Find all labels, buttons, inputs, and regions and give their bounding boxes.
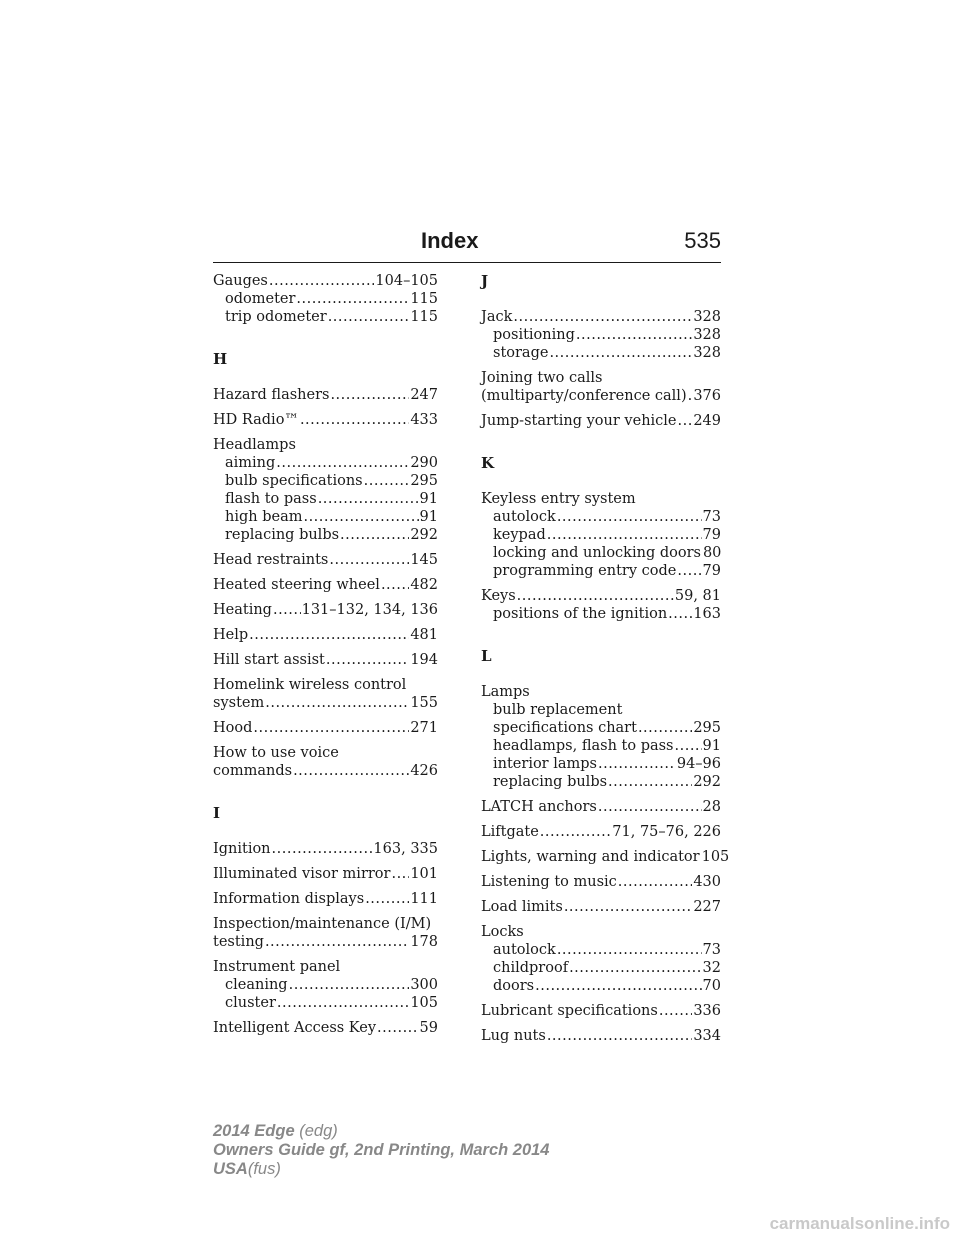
index-entry — [481, 683, 721, 791]
entry-text: flash to pass — [225, 491, 317, 507]
index-term — [213, 694, 438, 712]
index-entry — [213, 719, 438, 737]
index-entry — [213, 576, 438, 594]
page-reference: 178 — [410, 934, 438, 950]
page-reference: 163, 335 — [373, 841, 438, 857]
page-reference: 249 — [693, 413, 721, 429]
index-letter-heading: K — [481, 454, 495, 472]
entry-text: Lights, warning and indicator — [481, 849, 700, 865]
index-entry — [213, 601, 438, 619]
page-reference: 73 — [702, 509, 721, 525]
entry-text: Gauges — [213, 273, 268, 289]
index-subentry — [213, 994, 438, 1012]
footer-region-code: (fus) — [247, 1160, 281, 1178]
entry-text: (multiparty/conference call) — [481, 388, 687, 404]
entry-text: Ignition — [213, 841, 271, 857]
page-reference: 163 — [693, 606, 721, 622]
page-reference: 91 — [702, 738, 721, 754]
index-term — [481, 369, 721, 387]
dot-leader — [377, 1019, 419, 1037]
footer-region-line — [213, 1160, 550, 1179]
index-term — [481, 683, 721, 701]
index-term — [213, 762, 438, 780]
index-column-right — [481, 272, 730, 1052]
page-reference: 79 — [702, 563, 721, 579]
dot-leader — [328, 308, 410, 326]
entry-text: positions of the ignition — [493, 606, 668, 622]
entry-text: replacing bulbs — [493, 774, 608, 790]
dot-leader — [598, 755, 676, 773]
entry-text: doors — [493, 978, 535, 994]
index-term — [481, 387, 721, 405]
index-subentry — [213, 508, 438, 526]
index-entry — [213, 626, 438, 644]
index-term — [213, 958, 438, 976]
dot-leader — [300, 411, 409, 429]
index-subentry — [213, 472, 438, 490]
index-term — [213, 719, 438, 737]
page-reference: 194 — [410, 652, 438, 668]
entry-text: storage — [493, 345, 549, 361]
index-entry — [213, 676, 438, 712]
entry-text: Information displays — [213, 891, 365, 907]
page-reference: 430 — [693, 874, 721, 890]
index-term — [481, 873, 721, 891]
index-entry — [481, 369, 721, 405]
entry-text: Heated steering wheel — [213, 577, 380, 593]
entry-text: testing — [213, 934, 264, 950]
dot-leader — [677, 562, 701, 580]
index-term — [481, 412, 721, 430]
entry-text: Load limits — [481, 899, 563, 915]
entry-text: interior lamps — [493, 756, 597, 772]
index-entry — [213, 386, 438, 404]
entry-text: Head restraints — [213, 552, 329, 568]
entry-text: Lug nuts — [481, 1028, 546, 1044]
index-entry — [481, 923, 721, 995]
index-subentry — [481, 544, 721, 562]
dot-leader — [381, 576, 409, 594]
page-reference: 79 — [702, 527, 721, 543]
index-term — [213, 915, 438, 933]
dot-leader — [659, 1002, 692, 1020]
dot-leader — [249, 626, 409, 644]
index-term — [213, 272, 438, 290]
index-term — [213, 933, 438, 951]
entry-text: Liftgate — [481, 824, 539, 840]
dot-leader — [688, 387, 693, 405]
page-reference: 59, 81 — [674, 588, 721, 604]
page-reference: 73 — [702, 942, 721, 958]
page-reference: 247 — [410, 387, 438, 403]
dot-leader — [540, 823, 611, 841]
index-subentry — [481, 344, 721, 362]
dot-leader — [289, 976, 410, 994]
index-subentry — [213, 976, 438, 994]
entry-text: Listening to music — [481, 874, 617, 890]
index-entry — [481, 898, 721, 916]
index-entry — [213, 651, 438, 669]
footer-model-line — [213, 1122, 550, 1141]
entry-text: Inspection/maintenance (I/M) — [213, 916, 432, 932]
dot-leader — [678, 412, 693, 430]
entry-text: Keyless entry system — [481, 491, 636, 507]
dot-leader — [340, 526, 409, 544]
index-subentry — [481, 941, 721, 959]
entry-text: Homelink wireless control — [213, 677, 407, 693]
index-letter-heading: L — [481, 647, 492, 665]
entry-text: headlamps, flash to pass — [493, 738, 674, 754]
dot-leader — [564, 898, 692, 916]
dot-leader — [277, 994, 409, 1012]
index-term — [481, 898, 721, 916]
index-subentry — [481, 737, 721, 755]
index-entry — [213, 840, 438, 858]
dot-leader — [569, 959, 701, 977]
entry-text: system — [213, 695, 265, 711]
entry-text: programming entry code — [493, 563, 677, 579]
entry-text: Heating — [213, 602, 272, 618]
index-entry — [213, 436, 438, 544]
index-term — [213, 651, 438, 669]
index-letter-heading: J — [481, 272, 489, 290]
entry-text: keypad — [493, 527, 546, 543]
footer-model: 2014 Edge — [213, 1122, 295, 1140]
entry-text: Lubricant specifications — [481, 1003, 658, 1019]
entry-text: autolock — [493, 509, 556, 525]
page-reference: 105 — [701, 849, 730, 865]
index-entry — [213, 744, 438, 780]
dot-leader — [318, 490, 419, 508]
dot-leader — [535, 977, 701, 995]
dot-leader — [675, 737, 702, 755]
index-letter-heading: I — [213, 804, 221, 822]
entry-text: cluster — [225, 995, 276, 1011]
dot-leader — [293, 762, 409, 780]
dot-leader — [668, 605, 692, 623]
entry-text: aiming — [225, 455, 276, 471]
index-subentry — [213, 290, 438, 308]
entry-text: Jump-starting your vehicle — [481, 413, 677, 429]
entry-text: cleaning — [225, 977, 288, 993]
page-title: Index — [421, 228, 479, 253]
dot-leader — [608, 773, 692, 791]
index-term — [213, 1019, 438, 1037]
index-column-left — [213, 272, 438, 1044]
index-subentry — [481, 605, 721, 623]
dot-leader — [303, 508, 418, 526]
page-reference: 91 — [419, 491, 438, 507]
page-reference: 111 — [410, 891, 438, 907]
index-letter-heading: H — [213, 350, 228, 368]
footer-model-code: (edg) — [294, 1122, 338, 1140]
index-term — [481, 798, 721, 816]
page-reference: 32 — [702, 960, 721, 976]
entry-text: high beam — [225, 509, 303, 525]
index-subentry — [213, 490, 438, 508]
index-entry — [481, 587, 721, 623]
page-number: 535 — [684, 228, 721, 253]
entry-text: replacing bulbs — [225, 527, 340, 543]
page-reference: 101 — [410, 866, 438, 882]
dot-leader — [330, 386, 409, 404]
page-reference: 334 — [693, 1028, 721, 1044]
index-entry — [481, 412, 721, 430]
page-header — [213, 228, 721, 263]
dot-leader — [513, 308, 692, 326]
dot-leader — [326, 651, 409, 669]
index-entry — [481, 873, 721, 891]
index-entry — [213, 865, 438, 883]
index-entry — [213, 915, 438, 951]
index-term — [213, 626, 438, 644]
page-reference: 295 — [410, 473, 438, 489]
dot-leader — [269, 272, 375, 290]
index-subentry — [213, 454, 438, 472]
index-term — [213, 436, 438, 454]
footer-printing: Owners Guide gf, 2nd Printing, March 2014 — [213, 1141, 550, 1159]
dot-leader — [296, 290, 409, 308]
dot-leader — [618, 873, 693, 891]
page-reference: 295 — [693, 720, 721, 736]
index-entry — [213, 958, 438, 1012]
dot-leader — [329, 551, 409, 569]
index-subentry — [481, 773, 721, 791]
index-term — [481, 1027, 721, 1045]
dot-leader — [265, 694, 409, 712]
index-term — [481, 308, 721, 326]
index-term — [213, 411, 438, 429]
page-reference: 115 — [410, 309, 438, 325]
page-reference: 227 — [693, 899, 721, 915]
page-reference: 80 — [702, 545, 722, 561]
index-term — [481, 587, 721, 605]
page-reference: 105 — [410, 995, 438, 1011]
index-term — [213, 601, 438, 619]
dot-leader — [272, 840, 373, 858]
dot-leader — [365, 890, 409, 908]
entry-text: positioning — [493, 327, 575, 343]
page-reference: 104–105 — [375, 273, 438, 289]
dot-leader — [364, 472, 410, 490]
dot-leader — [253, 719, 409, 737]
entry-text: Hill start assist — [213, 652, 325, 668]
page-reference: 426 — [410, 763, 438, 779]
index-term — [213, 744, 438, 762]
index-entry — [481, 823, 721, 841]
index-subentry — [481, 562, 721, 580]
index-subentry — [481, 526, 721, 544]
index-entry — [213, 411, 438, 429]
index-term — [481, 823, 721, 841]
index-entry — [213, 551, 438, 569]
entry-text: locking and unlocking doors — [493, 545, 701, 561]
document-footer — [213, 1122, 550, 1179]
index-entry — [213, 272, 438, 326]
index-subentry — [481, 326, 721, 344]
index-subentry — [481, 755, 721, 773]
dot-leader — [576, 326, 692, 344]
entry-text: Hazard flashers — [213, 387, 330, 403]
page-reference: 28 — [702, 799, 721, 815]
index-term — [213, 890, 438, 908]
index-subentry — [481, 959, 721, 977]
index-entry — [481, 798, 721, 816]
index-entry — [481, 1027, 721, 1045]
index-term — [213, 576, 438, 594]
entry-text: Instrument panel — [213, 959, 341, 975]
dot-leader — [391, 865, 409, 883]
page-reference: 131–132, 134, 136 — [301, 602, 438, 618]
dot-leader — [547, 526, 702, 544]
index-subentry — [481, 977, 721, 995]
index-subentry — [213, 308, 438, 326]
entry-text: LATCH anchors — [481, 799, 597, 815]
page-reference: 292 — [410, 527, 438, 543]
index-entry — [481, 308, 721, 362]
dot-leader — [549, 344, 692, 362]
page-reference: 91 — [419, 509, 438, 525]
index-term — [481, 923, 721, 941]
index-subentry — [481, 719, 721, 737]
page-reference: 155 — [410, 695, 438, 711]
page-reference: 292 — [693, 774, 721, 790]
entry-text: Lamps — [481, 684, 530, 700]
entry-text: specifications chart — [493, 720, 637, 736]
entry-text: Locks — [481, 924, 524, 940]
dot-leader — [517, 587, 674, 605]
dot-leader — [638, 719, 692, 737]
index-entry — [481, 1002, 721, 1020]
entry-text: Illuminated visor mirror — [213, 866, 391, 882]
entry-text: bulb specifications — [225, 473, 363, 489]
page-reference: 70 — [702, 978, 721, 994]
page-reference: 94–96 — [676, 756, 721, 772]
page-reference: 482 — [410, 577, 438, 593]
page-reference: 328 — [693, 327, 721, 343]
dot-leader — [273, 601, 301, 619]
entry-text: Intelligent Access Key — [213, 1020, 377, 1036]
entry-text: Help — [213, 627, 249, 643]
index-entry — [481, 490, 721, 580]
index-entry — [213, 890, 438, 908]
page-reference: 271 — [410, 720, 438, 736]
page-reference: 336 — [693, 1003, 721, 1019]
page-reference: 376 — [693, 388, 721, 404]
dot-leader — [265, 933, 409, 951]
index-term — [213, 865, 438, 883]
entry-text: HD Radio™ — [213, 412, 299, 428]
page-reference: 115 — [410, 291, 438, 307]
page-reference: 59 — [419, 1020, 438, 1036]
page-reference: 145 — [410, 552, 438, 568]
dot-leader — [557, 508, 702, 526]
index-entry — [213, 1019, 438, 1037]
page-reference: 328 — [693, 345, 721, 361]
dot-leader — [276, 454, 409, 472]
watermark: carmanualsonline.info — [769, 1214, 950, 1233]
index-entry — [481, 848, 730, 866]
page-reference: 71, 75–76, 226 — [612, 824, 721, 840]
index-term — [481, 1002, 721, 1020]
entry-text: trip odometer — [225, 309, 327, 325]
page-reference: 328 — [693, 309, 721, 325]
index-subentry — [481, 701, 721, 719]
index-term — [213, 551, 438, 569]
index-subentry — [213, 526, 438, 544]
index-term — [213, 840, 438, 858]
footer-region: USA — [213, 1160, 248, 1178]
index-term — [213, 386, 438, 404]
entry-text: childproof — [493, 960, 569, 976]
entry-text: Headlamps — [213, 437, 296, 453]
index-term — [481, 848, 730, 866]
index-term — [213, 676, 438, 694]
entry-text: bulb replacement — [493, 702, 623, 718]
dot-leader — [547, 1027, 693, 1045]
dot-leader — [598, 798, 702, 816]
page-reference: 481 — [410, 627, 438, 643]
entry-text: How to use voice — [213, 745, 339, 761]
entry-text: Joining two calls — [481, 370, 603, 386]
entry-text: Keys — [481, 588, 516, 604]
page-reference: 290 — [410, 455, 438, 471]
entry-text: commands — [213, 763, 293, 779]
index-term — [481, 490, 721, 508]
entry-text: Jack — [481, 309, 513, 325]
index-subentry — [481, 508, 721, 526]
entry-text: odometer — [225, 291, 296, 307]
page-reference: 300 — [410, 977, 438, 993]
entry-text: Hood — [213, 720, 253, 736]
entry-text: autolock — [493, 942, 556, 958]
dot-leader — [557, 941, 702, 959]
page-reference: 433 — [410, 412, 438, 428]
